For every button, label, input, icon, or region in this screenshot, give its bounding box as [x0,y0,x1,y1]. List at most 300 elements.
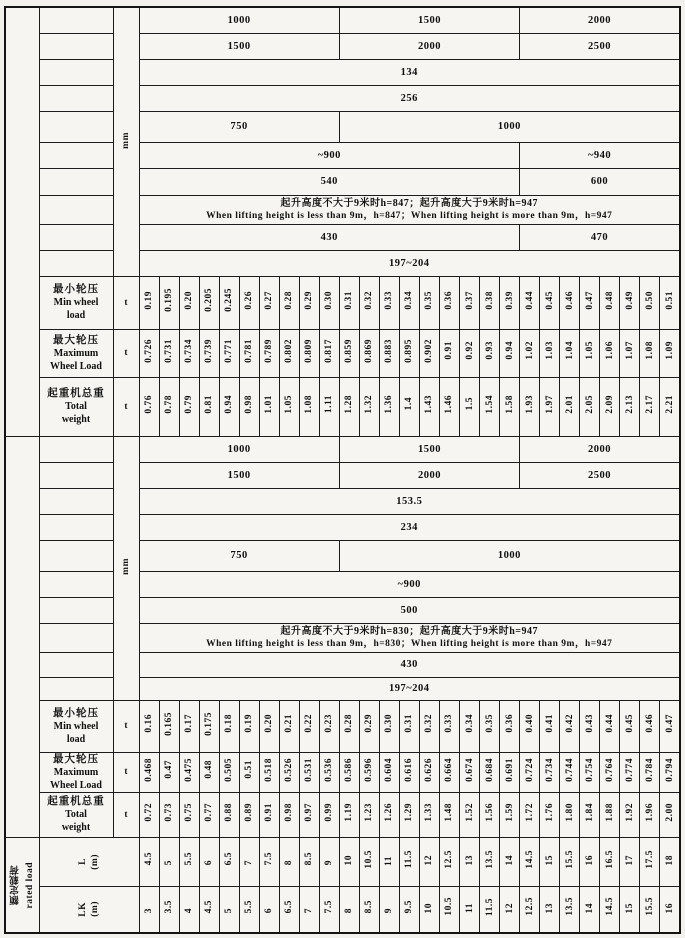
rotated-text: 0.41 [544,714,555,733]
value-cell [159,377,179,436]
value-cell [199,837,219,886]
value-cell [139,886,159,933]
value-cell [319,792,339,837]
value-cell [620,377,640,436]
value-cell [600,886,620,933]
load-label-line: load [66,733,86,745]
rotated-text: 12 [424,855,435,866]
load-label-line: load [66,310,86,321]
span-label-rotated [40,901,139,917]
value-cell [359,276,379,329]
value-cell [219,700,239,752]
spec-value-cell: 1000 [139,7,339,33]
rotated-text: 0.48 [204,760,215,779]
unit-mm-label [113,7,139,276]
rotated-text: 1.36 [384,394,395,414]
rotated-text: 0.744 [564,757,575,782]
rotated-text: 1.48 [444,802,455,822]
param-label [39,571,113,597]
value-cell [600,276,620,329]
rotated-text: 0.47 [164,760,175,779]
value-cell [179,377,199,436]
value-cell [259,377,279,436]
value-cell [460,276,480,329]
value-cell [339,377,359,436]
value-cell [540,329,560,377]
rotated-text: 0.48 [604,290,615,310]
value-cell [359,752,379,792]
value-cell [419,276,439,329]
rotated-text: 0.39 [504,290,515,310]
rotated-text: 0.19 [144,290,155,310]
rotated-text: 0.45 [624,714,635,733]
spec-value-cell: 1500 [139,462,339,488]
h-note-zh: 起升高度不大于9米时h=830；起升高度大于9米时h=947 [280,626,539,637]
value-cell [540,377,560,436]
value-cell [540,752,560,792]
rotated-text: 0.586 [344,757,355,782]
value-cell [560,377,580,436]
unit-mm-label [113,436,139,700]
value-cell [199,377,219,436]
rotated-text: 10.5 [364,849,375,869]
rotated-text: 1.26 [384,802,395,822]
spec-value-cell: 2500 [520,33,680,59]
rotated-text: 11.5 [404,849,415,869]
load-row-label [39,377,113,436]
rotated-text: 1.06 [604,341,615,360]
value-cell [439,377,459,436]
rotated-text: 0.72 [144,802,155,822]
value-cell [580,276,600,329]
value-cell [219,837,239,886]
value-cell [520,329,540,377]
load-row-label [39,276,113,329]
param-label [39,250,113,276]
value-cell [239,700,259,752]
rotated-text: 0.34 [404,290,415,310]
h-note-zh: 起升高度不大于9米时h=847；起升高度大于9米时h=947 [280,198,539,209]
value-cell [480,837,500,886]
rotated-text: 0.19 [244,714,255,733]
value-cell [419,752,439,792]
rotated-text: 4.5 [144,852,155,866]
spec-value-cell: 1500 [139,33,339,59]
value-cell [520,837,540,886]
rotated-text: 13 [544,902,555,914]
value-cell [379,886,399,933]
rotated-text: 0.51 [244,760,255,779]
rotated-text: 0.78 [164,394,175,414]
value-cell [620,837,640,886]
value-cell [460,700,480,752]
value-cell [239,377,259,436]
value-cell [339,886,359,933]
rotated-text: 0.73 [164,802,175,822]
param-label [39,224,113,250]
value-cell [439,837,459,886]
unit-t-label: t [113,700,139,752]
value-cell [560,329,580,377]
rotated-text: 0.51 [664,290,675,310]
load-label-line: 起重机总重 [47,796,105,807]
rotated-text: 18 [664,855,675,866]
value-cell [480,886,500,933]
rotated-text: 1.09 [664,341,675,360]
group-label-0.5t [5,436,39,837]
crane-spec-table [4,6,681,934]
spec-value-cell: 1000 [339,540,680,571]
rotated-text: 0.604 [384,757,395,782]
value-cell [480,752,500,792]
load-label-line: 最大轮压 [53,334,99,346]
value-cell [640,886,660,933]
rotated-text: 0.869 [364,338,375,363]
value-cell [299,329,319,377]
value-cell [199,329,219,377]
rotated-text: 7 [304,908,315,914]
value-cell [640,792,660,837]
value-cell [139,700,159,752]
param-label [39,33,113,59]
value-cell [500,329,520,377]
value-cell [219,752,239,792]
load-label-line: Min wheel [53,297,99,308]
value-cell [660,752,680,792]
rotated-text: 1.04 [564,341,575,360]
rotated-text: 10.5 [444,897,455,917]
value-cell [299,752,319,792]
rotated-text: 0.33 [444,714,455,733]
value-cell [560,792,580,837]
rotated-text: 0.731 [164,338,175,363]
value-cell [399,276,419,329]
rotated-text: 1.5 [464,397,475,411]
rotated-text: 0.88 [224,802,235,822]
load-row-label [39,792,113,837]
spec-value-cell: 2000 [339,33,519,59]
load-label-line: Total [65,809,87,820]
rotated-text: 12 [504,902,515,914]
rotated-text: 7.5 [324,900,335,914]
value-cell [600,792,620,837]
rotated-text: 1.33 [424,802,435,822]
load-label-line: Maximum [53,347,99,359]
rotated-text: 2.09 [604,394,615,414]
rotated-text: 0.895 [404,338,415,363]
spec-value-cell: 1500 [339,7,519,33]
value-cell [419,329,439,377]
value-cell [379,276,399,329]
load-label-line: Wheel Load [50,360,102,372]
rotated-text: 0.94 [224,394,235,414]
rotated-text: 2.01 [564,394,575,414]
value-cell [439,752,459,792]
param-label [39,623,113,652]
value-cell [199,700,219,752]
rotated-text: 1.46 [444,394,455,414]
param-label [39,111,113,142]
value-cell [540,700,560,752]
rotated-text: 0.505 [224,757,235,782]
value-cell [640,700,660,752]
rated-load-label [5,837,39,933]
param-label [39,59,113,85]
rotated-text: 额定载荷 [11,864,22,905]
rotated-text: 5 [164,860,175,866]
value-cell [660,700,680,752]
rotated-text: 14.5 [524,849,535,869]
rotated-text: 1.59 [504,802,515,822]
rotated-text: 1.4 [404,397,415,411]
rotated-text: LK [78,901,88,917]
value-cell [139,837,159,886]
value-cell [520,886,540,933]
load-label-line: Maximum [53,766,99,778]
rotated-text: 13.5 [564,897,575,917]
rotated-text: 0.784 [644,757,655,782]
rotated-text: 0.616 [404,757,415,782]
value-cell [540,886,560,933]
rotated-text: 1.19 [344,802,355,822]
spec-value-cell: 750 [139,111,339,142]
load-label-line: 最小轮压 [53,284,99,295]
rotated-text: 8.5 [364,900,375,914]
spec-value-cell: 134 [139,59,680,85]
value-cell [620,700,640,752]
rotated-text: 0.46 [644,714,655,733]
span-row-label [39,837,139,886]
value-cell [179,752,199,792]
rotated-text: 0.92 [464,341,475,360]
rotated-text: L [78,858,88,865]
rotated-text: 1.07 [624,341,635,360]
rotated-text: 0.28 [284,290,295,310]
rotated-text: 0.91 [444,341,455,360]
rotated-text: 15.5 [564,849,575,869]
rotated-text: 0.47 [664,714,675,733]
rotated-text: 0.81 [204,394,215,414]
value-cell [439,700,459,752]
value-cell [359,886,379,933]
value-cell [279,837,299,886]
rotated-text: 15 [624,902,635,914]
rotated-text: 0.37 [464,290,475,310]
rotated-text: 0.195 [164,288,175,312]
value-cell [279,886,299,933]
rotated-text: rated load [25,861,36,908]
value-cell [379,377,399,436]
rotated-text: 9 [324,860,335,866]
value-cell [159,837,179,886]
rotated-text: 1.88 [604,802,615,822]
value-cell [179,792,199,837]
value-cell [179,276,199,329]
rotated-text: 0.36 [444,290,455,310]
value-cell [439,792,459,837]
rotated-text: mm [121,131,131,149]
value-cell [540,792,560,837]
value-cell [239,752,259,792]
rotated-text: 0.30 [384,714,395,733]
value-cell [560,700,580,752]
param-label [39,597,113,623]
rotated-text: 6.5 [284,900,295,914]
value-cell [500,700,520,752]
value-cell [239,329,259,377]
rotated-text: 0.43 [584,714,595,733]
rotated-text: 0.626 [424,757,435,782]
rotated-text: 0.27 [264,290,275,310]
rotated-text: 1.58 [504,394,515,414]
value-cell [159,886,179,933]
value-cell [319,377,339,436]
value-cell [139,276,159,329]
rotated-text: 1.02 [524,341,535,360]
value-cell [219,276,239,329]
value-cell [640,329,660,377]
value-cell [199,792,219,837]
value-cell [279,276,299,329]
rotated-text: 10 [424,902,435,914]
value-cell [540,837,560,886]
value-cell [520,377,540,436]
value-cell [399,329,419,377]
rotated-text: 1.93 [524,394,535,414]
value-cell [620,276,640,329]
value-cell [199,886,219,933]
spec-value-cell: 2000 [339,462,519,488]
rotated-text: 0.165 [164,711,175,736]
value-cell [359,329,379,377]
value-cell [520,752,540,792]
value-cell [600,837,620,886]
rotated-text: 0.49 [624,290,635,310]
rotated-text: 0.531 [304,757,315,782]
rotated-text: 0.734 [184,338,195,363]
rotated-text: 0.674 [464,757,475,782]
group-label-1t [5,7,39,436]
spec-value-cell: 470 [520,224,680,250]
rotated-text: 0.664 [444,757,455,782]
value-cell [480,329,500,377]
value-cell [379,792,399,837]
rotated-text: 16 [664,902,675,914]
value-cell [219,329,239,377]
rotated-text: 0.794 [664,757,675,782]
value-cell [560,837,580,886]
value-cell [259,886,279,933]
value-cell [379,752,399,792]
value-cell [460,792,480,837]
unit-t-label: t [113,276,139,329]
value-cell [500,377,520,436]
rotated-text: 0.77 [204,802,215,822]
rotated-text: 3 [144,908,155,914]
rotated-text: 0.764 [604,757,615,782]
load-label-line: 最小轮压 [53,707,99,719]
value-cell [460,377,480,436]
rotated-text: 0.44 [604,714,615,733]
unit-t-label: t [113,377,139,436]
value-cell [319,886,339,933]
rotated-text: 8.5 [304,852,315,866]
rotated-text: 2.17 [644,394,655,414]
rotated-text: 0.734 [544,757,555,782]
value-cell [600,700,620,752]
value-cell [480,700,500,752]
value-cell [179,886,199,933]
spec-value-cell: ~900 [139,142,520,168]
value-cell [359,377,379,436]
value-cell [299,700,319,752]
span-label-rotated [40,854,139,870]
value-cell [199,276,219,329]
rotated-text: 0.32 [364,290,375,310]
value-cell [500,792,520,837]
rotated-text: 12.5 [524,897,535,917]
param-label [39,488,113,514]
rotated-text: 0.32 [424,714,435,733]
rotated-text: 0.883 [384,338,395,363]
rotated-text: 4 [184,908,195,914]
value-cell [580,837,600,886]
spec-table-body [5,7,680,933]
value-cell [279,700,299,752]
spec-value-cell: 2000 [520,7,680,33]
rotated-text: 16.5 [604,849,615,869]
rotated-text: 15.5 [644,897,655,917]
rotated-text: 0.684 [484,757,495,782]
value-cell [279,377,299,436]
value-cell [460,886,480,933]
value-cell [399,377,419,436]
load-row-label [39,329,113,377]
rotated-text: 0.17 [184,714,195,733]
value-cell [620,886,640,933]
rotated-text: 0.38 [484,290,495,310]
value-cell [239,837,259,886]
value-cell [299,377,319,436]
rotated-text: 7.5 [264,852,275,866]
spec-value-cell: 197~204 [139,250,680,276]
rotated-text: 0.31 [404,714,415,733]
load-label-line: Wheel Load [50,779,102,791]
rotated-text: 0.175 [204,711,215,736]
rotated-text: 14 [584,902,595,914]
rotated-text: 1.11 [324,394,335,414]
value-cell [419,886,439,933]
spec-value-cell: 2000 [520,436,680,462]
rotated-text: 13.5 [484,849,495,869]
rotated-text: 0.536 [324,757,335,782]
value-cell [419,792,439,837]
value-cell [219,792,239,837]
value-cell [259,700,279,752]
rotated-text: 0.20 [264,714,275,733]
load-label-line: weight [61,414,91,425]
value-cell [439,886,459,933]
rotated-text: 0.596 [364,757,375,782]
value-cell [339,837,359,886]
rotated-text: 0.739 [204,338,215,363]
value-cell [259,792,279,837]
value-cell [580,700,600,752]
value-cell [139,377,159,436]
value-cell [620,792,640,837]
rotated-text: 0.771 [224,338,235,363]
value-cell [640,752,660,792]
